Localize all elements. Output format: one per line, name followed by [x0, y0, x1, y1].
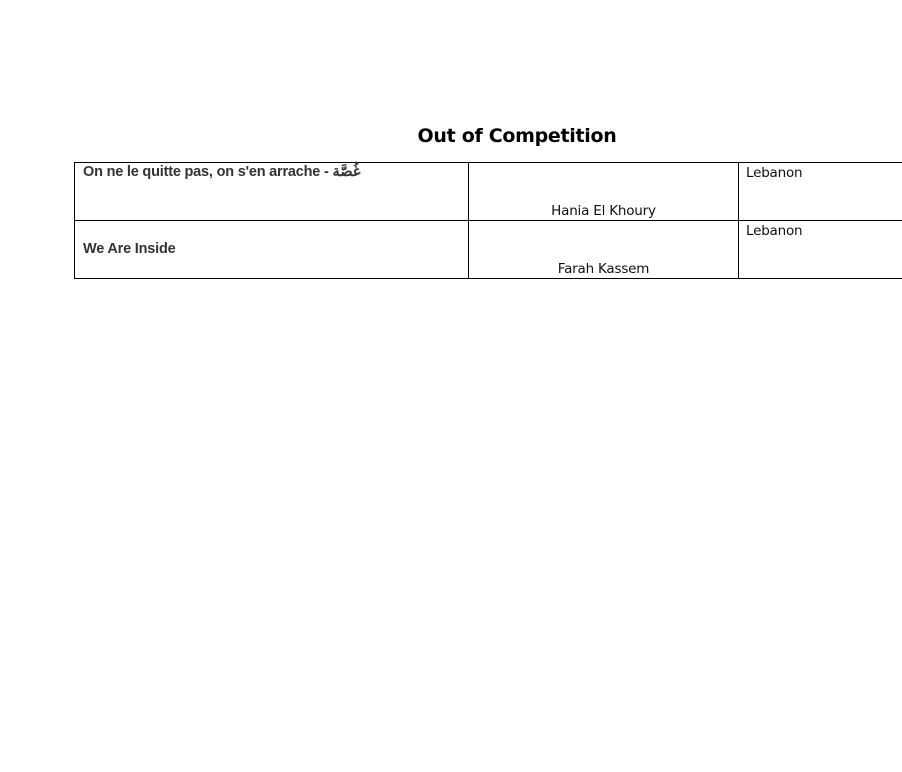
country-cell	[739, 163, 902, 221]
country-cell	[739, 221, 902, 279]
table-row	[75, 221, 902, 279]
director-cell	[469, 221, 739, 279]
director-cell	[469, 163, 739, 221]
film-country: Lebanon	[746, 223, 803, 239]
table-row	[75, 163, 902, 221]
film-title: We Are Inside	[83, 241, 176, 257]
film-title: On ne le quitte pas, on s'en arrache - غُصَّة	[83, 164, 361, 180]
section-title: Out of Competition	[417, 125, 617, 147]
film-country: Lebanon	[746, 165, 803, 181]
film-table	[74, 162, 902, 279]
film-title-cell	[75, 163, 469, 221]
film-director: Hania El Khoury	[551, 203, 656, 219]
film-director: Farah Kassem	[557, 261, 650, 277]
film-title-cell	[75, 221, 469, 279]
